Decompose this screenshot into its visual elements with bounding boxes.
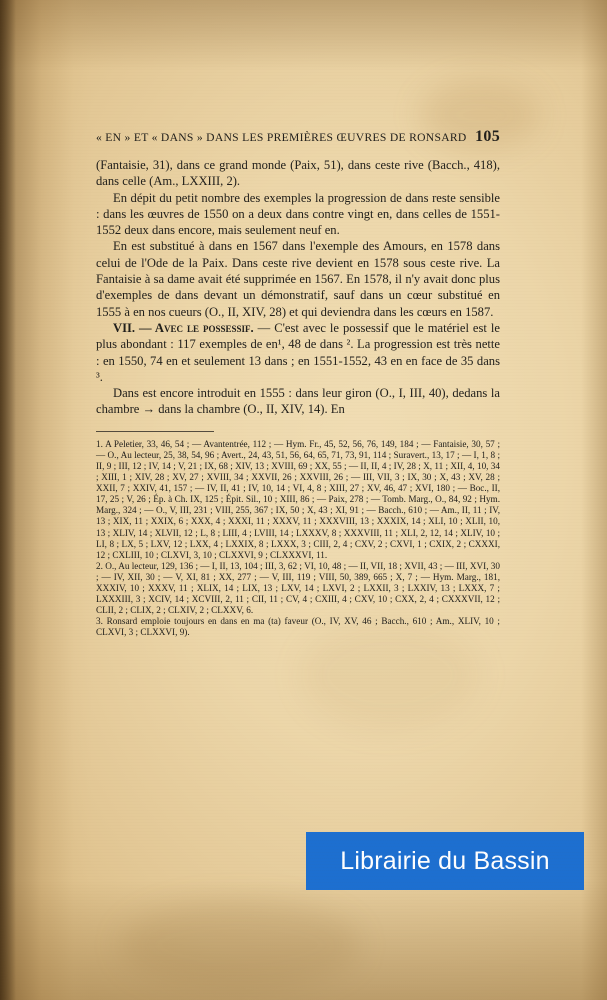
footnote-1: 1. A Peletier, 33, 46, 54 ; — Avantentrée, 112 ; — Hym. Fr., 45, 52, 56, 76, 149, 184 ; — Fantaisie, 30, 57 ; — O., Au lecteur, 25, 38, 54, 96 ; Avert., 24, 43, 51, 56, 64, 65, 71, 73, 91, 114 ; Suravert., 13, 17 ; — I, 1, 8 ; II, 9 ; III, 12 ; IV, 14 ; V, 21 ; IX, 68 ; XIV, 13 ; XVIII, 69 ; XX, 55 ; — II, II, 4 ; IV, 28 ; X, 11 ; XII, 4, 10, 34 ; XIII, 1 ; XIV, 28 ; XV, 27 ; XVIII, 34 ; XXVII, 26 ; XXVIII, 26 ; — III, VII, 3 ; IX, 30 ; X, 43 ; XV, 28 ; XXII, 7 ; XXIV, 41, 157 ; — IV, II, 41 ; IV, 10, 14 ; VI, 4, 8 ; XIII, 27 ; XV, 46, 47 ; XVI, 180 ; — Boc., II, 17, 25 ; V, 26 ; Ép. à Ch. IX, 125 ; Épit. Sil., 10 ; XIII, 86 ; — Paix, 278 ; — Tomb. Marg., O., 84, 92 ; Hym. Marg., 324 ; — O., V, III, 231 ; VIII, 255, 367 ; IX, 50 ; X, 43 ; XI, 91 ; — Bacch., 610 ; — Am., II, 11 ; IV, 13 ; XIX, 11 ; XXIX, 6 ; XXX, 4 ; XXXI, 11 ; XXXV, 11 ; XXXVIII, 13 ; XXXIX, 14 ; XLI, 10 ; XLII, 10, 13 ; XLIV, 14 ; XLVII, 12 ; L, 8 ; LIII, 4 ; LVIII, 14 ; LXXXV, 8 ; XXXVIII, 11 ; XLI, 2, 12, 14 ; XLIV, 10 ; LI, 8 ; LX, 5 ; LXV, 12 ; LXX, 4 ; LXXIX, 8 ; LXXX, 3 ; CIII, 2, 4 ; CXV, 2 ; CXVI, 1 ; CXIX, 2 ; CXXXI, 12 ; CXLIII, 10 ; CLXVI, 3, 10 ; CLXXVI, 9 ; CLXXXVI, 11. [96, 438, 500, 560]
page-number: 105 [475, 128, 500, 145]
paragraph-3: En est substitué à dans en 1567 dans l'exemple des Amours, en 1578 dans celui de l'Ode de la Paix. Dans ceste rive devient en 1578 sous ceste rive. La Fantaisie à sa dame avait été supprimée en 1567. En 1578, il n'y avait donc plus d'exemples de dans devant un démonstratif, sauf dans un cœur substitué en 1555 à en nos cueurs (O., II, XIV, 28) et qui deviendra dans les cœurs en 1587. [96, 239, 500, 319]
section-paragraph-vii [96, 320, 500, 385]
footnote-3: 3. Ronsard emploie toujours en dans en ma (ta) faveur (O., IV, XV, 46 ; Bacch., 610 ; Am., XLIV, 10 ; CLXVI, 3 ; CLXXVI, 9). [96, 616, 500, 638]
footnote-separator-rule [96, 431, 214, 432]
section-heading-label: VII. — Avec le possessif. [113, 320, 254, 335]
footnotes [96, 439, 500, 639]
section-paragraph-text: — C'est avec le possessif que le matériel est le plus abondant : 117 exemples de en¹, 48 de dans ². La progression est très nette : en 1550, 74 en et seulement 13 dans ; en 1551-1552, 43 en en face de 35 dans ³. [96, 320, 500, 384]
paragraph-1: (Fantaisie, 31), dans ce grand monde (Paix, 51), dans ceste rive (Bacch., 418), dans celle (Am., LXXIII, 2). [96, 158, 500, 189]
binding-edge [0, 0, 16, 1000]
running-head: « EN » ET « DANS » DANS LES PREMIÈRES ŒUVRES DE RONSARD [96, 131, 467, 144]
footnote-2: 2. O., Au lecteur, 129, 136 ; — I, II, 13, 104 ; III, 3, 62 ; VI, 10, 48 ; — II, VII, 18 ; XVII, 43 ; — III, XVI, 30 ; — IV, XII, 30 ; — V, XI, 81 ; XX, 277 ; — V, III, 119 ; VIII, 50, 389, 665 ; X, 7 ; — Hym. Marg., 181, XXXIV, 10 ; XXXV, 11 ; XLIX, 14 ; LIX, 13 ; LXV, 14 ; LXVI, 2 ; LXXII, 3 ; LXXIV, 13 ; LXXX, 7 ; LXXXIII, 3 ; XCIV, 14 ; XCVIII, 2, 11 ; CII, 11 ; CV, 4 ; CXIII, 4 ; CXV, 10 ; CXX, 2, 4 ; CXXXVII, 12 ; CLII, 2 ; CLIX, 2 ; CLXIV, 2 ; CLXXV, 6. [96, 560, 500, 616]
watermark-text: Librairie du Bassin [340, 846, 550, 875]
paragraph-5: Dans est encore introduit en 1555 : dans leur giron (O., I, III, 40), dedans la chambre → dans la chambre (O., II, XIV, 14). En [96, 386, 500, 417]
page-header [96, 128, 500, 146]
watermark-banner [306, 832, 584, 890]
page-edge-right-shadow [581, 0, 607, 1000]
page-content [96, 128, 500, 638]
paragraph-2: En dépit du petit nombre des exemples la progression de dans reste sensible : dans les œuvres de 1550 on a deux dans contre vingt en, dans celles de 1551-1552 deux dans encore, mais seulement neuf en. [96, 190, 500, 238]
